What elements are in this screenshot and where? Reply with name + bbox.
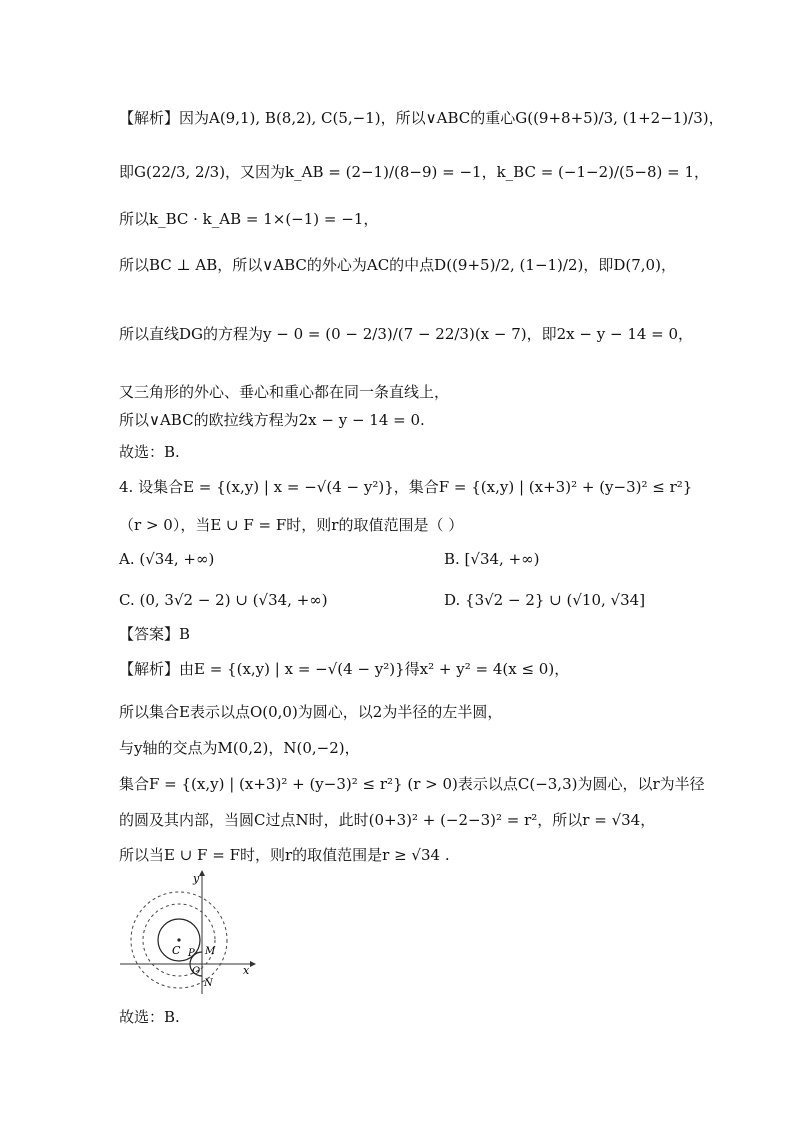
solution-line-euler-equation: 所以∨ABC的欧拉线方程为2x − y − 14 = 0. <box>119 411 425 429</box>
solution-line-centroid: 【解析】因为A(9,1), B(8,2), C(5,−1)，所以∨ABC的重心G((9+8+5)/3, (1+2−1)/3)， <box>119 109 724 127</box>
circle-diagram <box>116 868 256 996</box>
choice-b: B. [√34, +∞) <box>444 550 540 568</box>
solution-line-circumcenter: 所以BC ⊥ AB，所以∨ABC的外心为AC的中点D((9+5)/2, (1−1)/2)，即D(7,0)， <box>119 256 676 274</box>
solution-line-dg-equation: 所以直线DG的方程为y − 0 = (0 − 2/3)/(7 − 22/3)(x − 7)，即2x − y − 14 = 0， <box>119 325 694 343</box>
center-c-dot <box>177 938 180 941</box>
point-n-label: N <box>204 978 213 989</box>
q4-solution-line-1: 【解析】由E = {(x,y) | x = −√(4 − y²)}得x² + y² = 4(x ≤ 0)， <box>119 660 570 678</box>
final-choice-b: 故选：B. <box>119 1008 180 1026</box>
q4-solution-line-6: 所以当E ∪ F = F时，则r的取值范围是r ≥ √34 . <box>119 846 450 864</box>
choice-d: D. {3√2 − 2} ∪ (√10, √34] <box>444 591 646 609</box>
choice-a: A. (√34, +∞) <box>119 550 215 568</box>
q4-solution-line-5: 的圆及其内部，当圆C过点N时，此时(0+3)² + (−2−3)² = r²，所以r = √34， <box>119 811 656 829</box>
question-4-stem: 4. 设集合E = {(x,y) | x = −√(4 − y²)}，集合F = {(x,y) | (x+3)² + (y−3)² ≤ r²} <box>119 478 693 496</box>
solution-line-euler-note: 又三角形的外心、垂心和重心都在同一条直线上， <box>119 383 450 401</box>
y-axis-label: y <box>193 872 200 885</box>
q4-solution-line-2: 所以集合E表示以点O(0,0)为圆心，以2为半径的左半圆， <box>119 703 503 721</box>
answer-label: 【答案】B <box>119 625 191 643</box>
point-p-label: P <box>188 948 195 959</box>
x-axis-label: x <box>243 964 250 977</box>
q4-solution-line-3: 与y轴的交点为M(0,2)，N(0,−2)， <box>119 739 360 757</box>
point-c-label: C <box>172 944 181 957</box>
point-o-label: O <box>192 966 201 977</box>
question-4-condition: （r > 0），当E ∪ F = F时，则r的取值范围是（ ） <box>119 516 464 534</box>
x-axis-arrow <box>250 961 256 967</box>
choice-c: C. (0, 3√2 − 2) ∪ (√34, +∞) <box>119 591 328 609</box>
circle-diagram-svg <box>116 868 256 996</box>
q4-solution-line-4: 集合F = {(x,y) | (x+3)² + (y−3)² ≤ r²} (r > 0)表示以点C(−3,3)为圆心，以r为半径 <box>119 775 705 793</box>
point-m-label: M <box>205 946 216 957</box>
y-axis-arrow <box>199 870 205 876</box>
solution-line-slope-product: 所以k_BC · k_AB = 1×(−1) = −1， <box>119 210 379 228</box>
solution-line-slopes: 即G(22/3, 2/3)，又因为k_AB = (2−1)/(8−9) = −1，k_BC = (−1−2)/(5−8) = 1， <box>119 163 710 181</box>
solution-line-choice-b: 故选：B. <box>119 443 180 461</box>
